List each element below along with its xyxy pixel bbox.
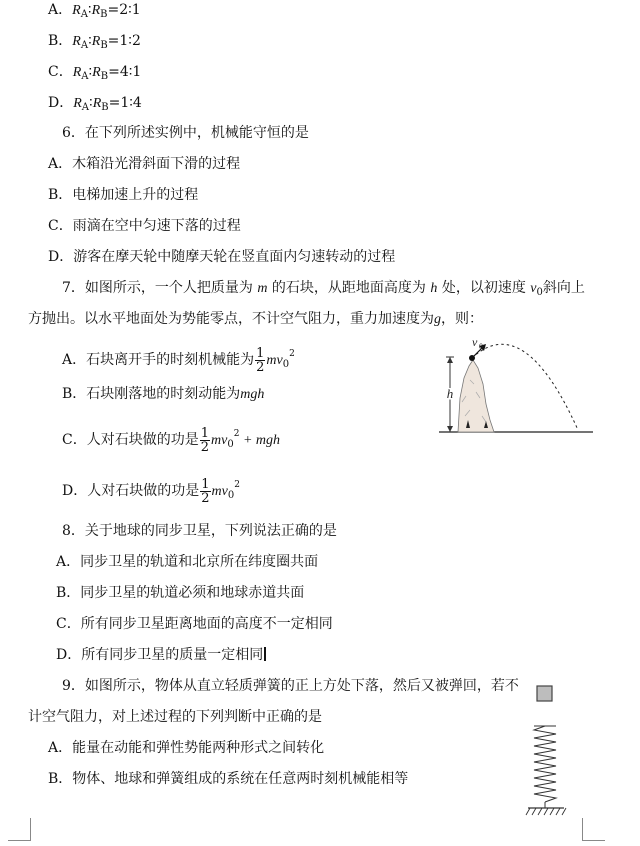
q6-option-d: D．游客在摩天轮中随摩天轮在竖直面内匀速转动的过程 xyxy=(48,249,396,265)
q7-option-c: C．人对石块做的功是 $\frac{1}{2}$ $mv_0^2$ + mgh xyxy=(62,425,280,455)
q7-option-d: D．人对石块做的功是 $\frac{1}{2}$ $mv_0^2$ xyxy=(62,476,240,506)
cliff-rock xyxy=(458,360,494,432)
q6-stem: 6．在下列所述实例中，机械能守恒的是 xyxy=(62,125,309,141)
falling-block xyxy=(537,686,552,701)
velocity-label: v xyxy=(472,335,478,349)
ground-hatching xyxy=(526,808,566,815)
q9-option-b: B．物体、地球和弹簧组成的系统在任意两时刻机械能相等 xyxy=(48,771,409,787)
height-label: h xyxy=(446,386,454,401)
fraction-one-half: $\frac{1}{2}$ xyxy=(200,425,209,455)
velocity-subscript: 0 xyxy=(479,342,483,351)
q6-option-c: C．雨滴在空中匀速下落的过程 xyxy=(48,218,241,234)
fraction-one-half: $\frac{1}{2}$ xyxy=(256,345,265,375)
q8-stem: 8．关于地球的同步卫星，下列说法正确的是 xyxy=(62,523,337,539)
q8-option-d: D．所有同步卫星的质量一定相同 xyxy=(56,645,266,665)
q7-option-a: A．石块离开手的时刻机械能为 $\frac{1}{2}$ $mv_0^2$ xyxy=(62,345,295,375)
q7-stem-line1: 7．如图所示，一个人把质量为 m 的石块，从距地面高度为 h 处，以初速度 $v_0$斜向上 xyxy=(62,280,585,298)
page-corner-left xyxy=(8,818,31,841)
q9-option-a: A．能量在动能和弹性势能两种形式之间转化 xyxy=(48,740,325,756)
page-corner-right xyxy=(582,818,605,841)
height-arrow-down xyxy=(447,426,453,432)
q9-stem-line2: 计空气阻力，对上述过程的下列判断中正确的是 xyxy=(28,709,322,725)
q6-option-a: A．木箱沿光滑斜面下滑的过程 xyxy=(48,156,241,172)
q5-option-b: B．$R_A∶R_B=1∶2$ xyxy=(48,33,141,51)
q7-stem-line2: 方抛出。以水平地面处为势能零点，不计空气阻力，重力加速度为g，则： xyxy=(28,311,483,327)
q8-option-a: A．同步卫星的轨道和北京所在纬度圈共面 xyxy=(56,554,319,570)
q7-projectile-figure xyxy=(436,332,596,438)
q8-option-b: B．同步卫星的轨道必须和地球赤道共面 xyxy=(56,585,305,601)
spring-coil xyxy=(534,726,556,802)
q5-option-d: D．$R_A∶R_B=1∶4$ xyxy=(48,95,142,113)
q9-stem-line1: 9．如图所示，物体从直立轻质弹簧的正上方处下落，然后又被弹回，若不 xyxy=(62,678,519,694)
fraction-one-half: $\frac{1}{2}$ xyxy=(201,476,210,506)
height-arrow-up xyxy=(447,357,453,363)
q9-spring-figure xyxy=(522,682,572,822)
q6-option-b: B．电梯加速上升的过程 xyxy=(48,187,199,203)
text-cursor xyxy=(264,647,266,661)
q7-option-b: B．石块刚落地的时刻动能为mgh xyxy=(62,386,265,402)
q8-option-c: C．所有同步卫星距离地面的高度不一定相同 xyxy=(56,616,333,632)
q5-option-a: A．$R_A∶R_B=2∶1$ xyxy=(48,2,141,20)
q5-option-c: C．$R_A∶R_B=4∶1$ xyxy=(48,64,142,82)
